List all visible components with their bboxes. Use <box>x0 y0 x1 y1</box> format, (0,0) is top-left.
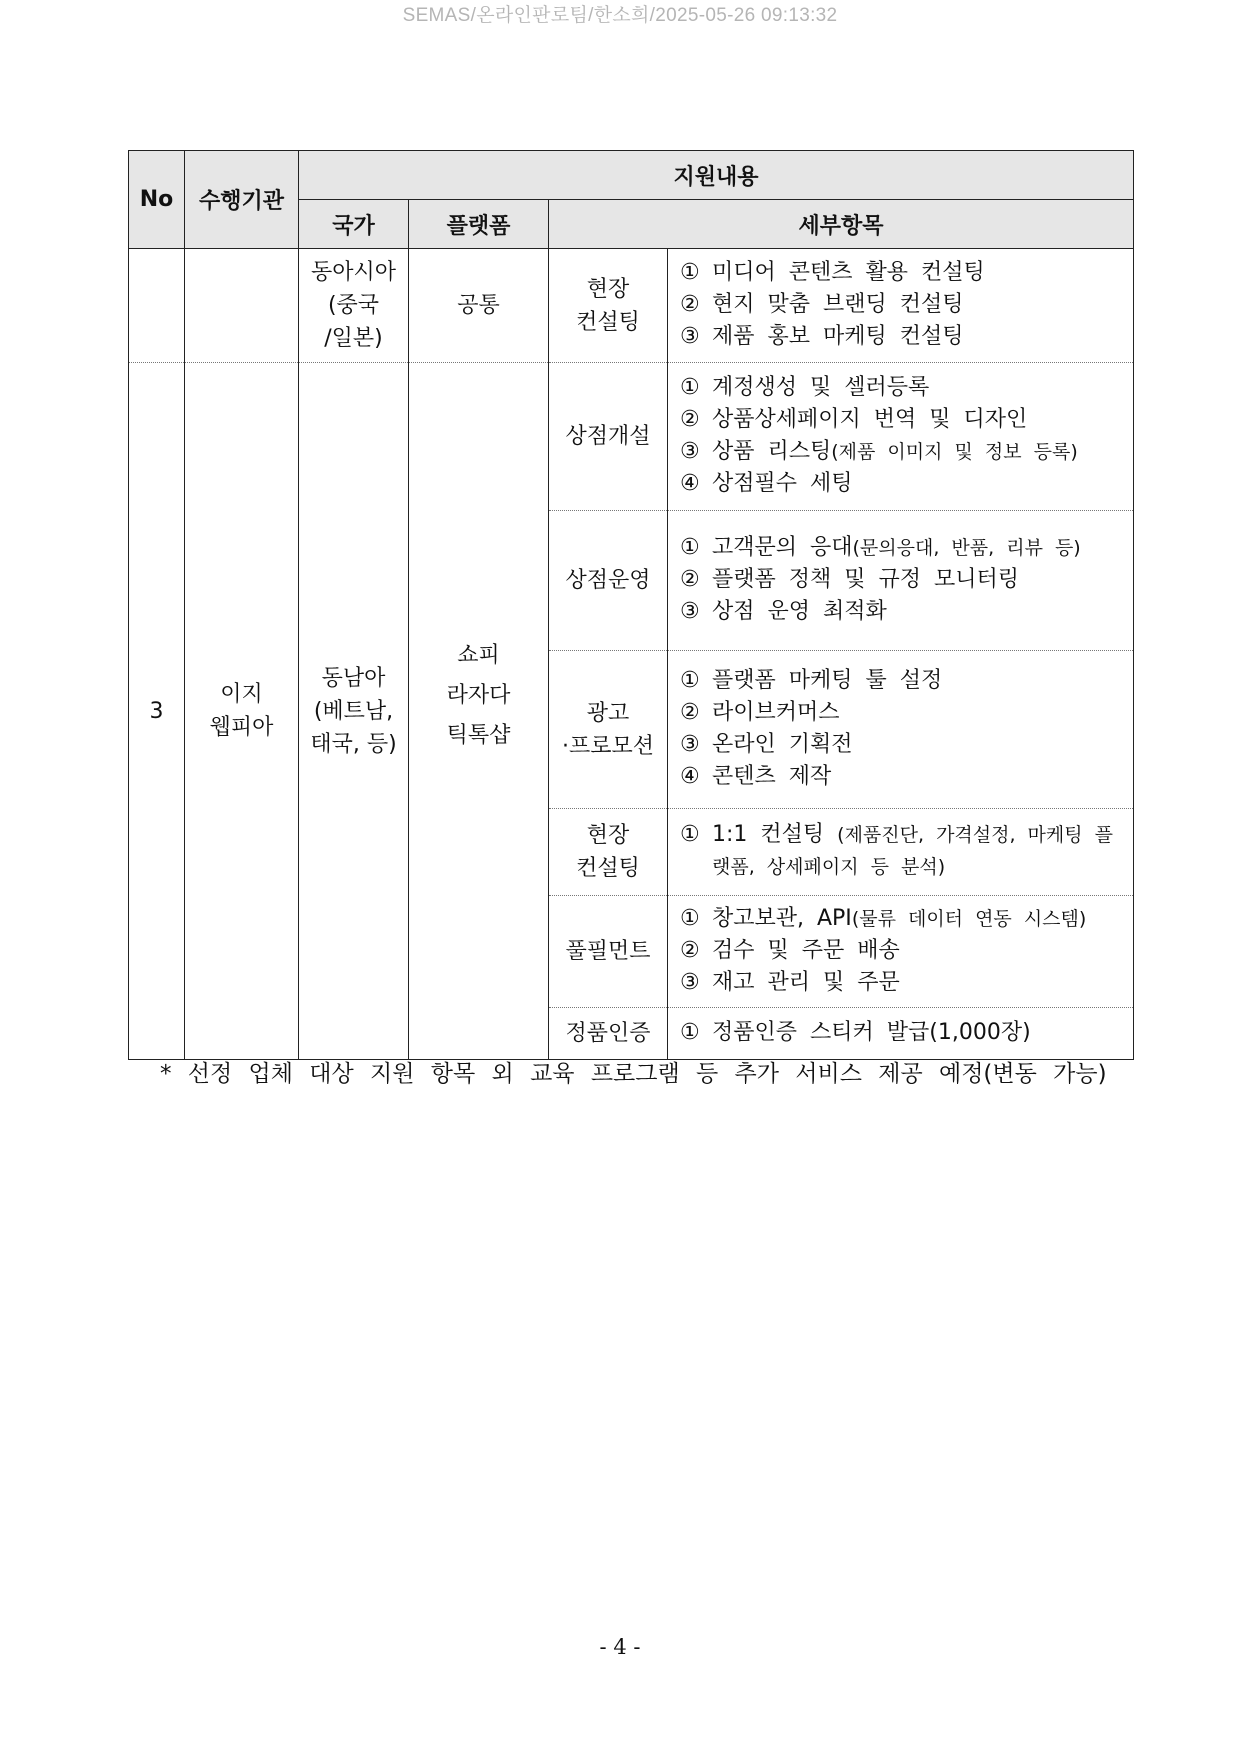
item-number: ② <box>680 937 700 963</box>
detail-item <box>680 596 1127 628</box>
item-text: 상점필수 세팅 <box>712 470 853 496</box>
item-text-wrap <box>712 404 1127 436</box>
cell-country-east-asia: 동아시아 (중국 /일본) <box>299 249 409 363</box>
item-text: 온라인 기획전 <box>712 731 853 757</box>
cell-items <box>668 511 1134 651</box>
item-text-wrap <box>712 935 1127 967</box>
item-text: 제품 홍보 마케팅 컨설팅 <box>712 323 964 349</box>
item-text: 상품상세페이지 번역 및 디자인 <box>712 406 1028 432</box>
cell-items <box>668 809 1134 896</box>
detail-item <box>680 564 1127 596</box>
item-number: ② <box>680 291 700 317</box>
detail-item <box>680 532 1127 564</box>
header-platform: 플랫폼 <box>409 200 549 249</box>
cell-agency-easywebpia: 이지 웹피아 <box>185 363 299 1060</box>
header-country: 국가 <box>299 200 409 249</box>
header-no: No <box>129 151 185 249</box>
item-text-wrap <box>712 903 1127 935</box>
page-number: - 4 - <box>599 1635 641 1659</box>
footnote: * 선정 업체 대상 지원 항목 외 교육 프로그램 등 추가 서비스 제공 예정(변동 가능) <box>160 1061 1107 1087</box>
item-text: 플랫폼 정책 및 규정 모니터링 <box>712 566 1019 592</box>
item-number: ③ <box>680 731 700 757</box>
item-number: ④ <box>680 470 700 496</box>
item-number: ① <box>680 905 700 931</box>
item-note: (제품 이미지 및 정보 등록) <box>831 440 1078 463</box>
item-text-wrap <box>712 257 1127 289</box>
cell-platform-shopee-lazada-tiktok: 쇼피 라자다 틱톡샵 <box>409 363 549 1060</box>
item-number: ② <box>680 406 700 432</box>
item-text-wrap <box>712 819 1127 883</box>
item-number: ② <box>680 699 700 725</box>
support-table <box>128 150 1134 1060</box>
item-text: 라이브커머스 <box>712 699 840 725</box>
item-text: 재고 관리 및 주문 <box>712 969 900 995</box>
item-text: 고객문의 응대 <box>712 534 853 560</box>
cell-items <box>668 651 1134 809</box>
watermark: SEMAS/온라인판로팀/한소희/2025-05-26 09:13:32 <box>402 5 838 26</box>
item-note: (물류 데이터 연동 시스템) <box>851 907 1087 930</box>
detail-item <box>680 257 1127 289</box>
item-text-wrap <box>712 372 1127 404</box>
item-note: (제품진단, 가격설정, 마케팅 플랫폼, 상세페이지 등 분석) <box>712 824 1114 878</box>
item-text: 상품 리스팅 <box>712 438 832 464</box>
cell-agency-empty <box>185 249 299 363</box>
item-text: 상점 운영 최적화 <box>712 598 887 624</box>
detail-item <box>680 903 1127 935</box>
item-text-wrap <box>712 729 1127 761</box>
cell-category: 광고 ·프로모션 <box>549 651 668 809</box>
header-support: 지원내용 <box>299 151 1134 200</box>
item-text: 정품인증 스티커 발급(1,000장) <box>712 1019 1031 1045</box>
item-text: 플랫폼 마케팅 툴 설정 <box>712 667 943 693</box>
item-note: (문의응대, 반품, 리뷰 등) <box>852 536 1081 559</box>
item-number: ① <box>680 667 700 693</box>
detail-item <box>680 404 1127 436</box>
item-text: 콘텐츠 제작 <box>712 763 832 789</box>
cell-items <box>668 896 1134 1008</box>
item-text-wrap <box>712 967 1127 999</box>
item-text-wrap <box>712 761 1127 793</box>
item-text: 검수 및 주문 배송 <box>712 937 900 963</box>
header-details: 세부항목 <box>549 200 1134 249</box>
item-text: 1:1 컨설팅 <box>712 822 838 847</box>
detail-item <box>680 289 1127 321</box>
detail-item <box>680 761 1127 793</box>
cell-category: 풀필먼트 <box>549 896 668 1008</box>
item-number: ① <box>680 259 700 285</box>
item-number: ③ <box>680 323 700 349</box>
item-text-wrap <box>712 289 1127 321</box>
detail-item <box>680 468 1127 500</box>
item-text-wrap <box>712 564 1127 596</box>
item-text-wrap <box>712 321 1127 353</box>
cell-items <box>668 363 1134 511</box>
item-text-wrap <box>712 665 1127 697</box>
item-text-wrap <box>712 596 1127 628</box>
cell-no-3: 3 <box>129 363 185 1060</box>
detail-item <box>680 935 1127 967</box>
item-text: 창고보관, API <box>712 905 852 931</box>
item-number: ① <box>680 822 700 847</box>
row-store-opening <box>129 363 1134 511</box>
detail-item <box>680 321 1127 353</box>
detail-item <box>680 436 1127 468</box>
item-text-wrap <box>712 1017 1127 1049</box>
cell-no-empty <box>129 249 185 363</box>
cell-items <box>668 1008 1134 1060</box>
cell-category: 정품인증 <box>549 1008 668 1060</box>
item-number: ① <box>680 534 700 560</box>
detail-item <box>680 372 1127 404</box>
cell-category: 상점개설 <box>549 363 668 511</box>
item-number: ④ <box>680 763 700 789</box>
item-text-wrap <box>712 468 1127 500</box>
item-number: ③ <box>680 969 700 995</box>
cell-platform-common: 공통 <box>409 249 549 363</box>
item-text-wrap <box>712 436 1127 468</box>
detail-item <box>680 697 1127 729</box>
cell-category-onsite: 현장 컨설팅 <box>549 249 668 363</box>
header-agency: 수행기관 <box>185 151 299 249</box>
cell-category: 상점운영 <box>549 511 668 651</box>
detail-item <box>680 665 1127 697</box>
item-text-wrap <box>712 697 1127 729</box>
cell-country-southeast-asia: 동남아 (베트남, 태국, 등) <box>299 363 409 1060</box>
header-row-1 <box>129 151 1134 200</box>
cell-items-east-asia <box>668 249 1134 363</box>
row-east-asia <box>129 249 1134 363</box>
item-number: ③ <box>680 598 700 624</box>
item-number: ① <box>680 374 700 400</box>
item-text-wrap <box>712 532 1127 564</box>
cell-category: 현장 컨설팅 <box>549 809 668 896</box>
detail-item <box>680 1017 1127 1049</box>
detail-item <box>680 967 1127 999</box>
item-number: ③ <box>680 438 700 464</box>
item-text: 계정생성 및 셀러등록 <box>712 374 930 400</box>
item-number: ① <box>680 1019 700 1045</box>
detail-item <box>680 729 1127 761</box>
item-text: 현지 맞춤 브랜딩 컨설팅 <box>712 291 964 317</box>
item-number: ② <box>680 566 700 592</box>
detail-item <box>680 819 1127 883</box>
item-text: 미디어 콘텐츠 활용 컨설팅 <box>712 259 985 285</box>
